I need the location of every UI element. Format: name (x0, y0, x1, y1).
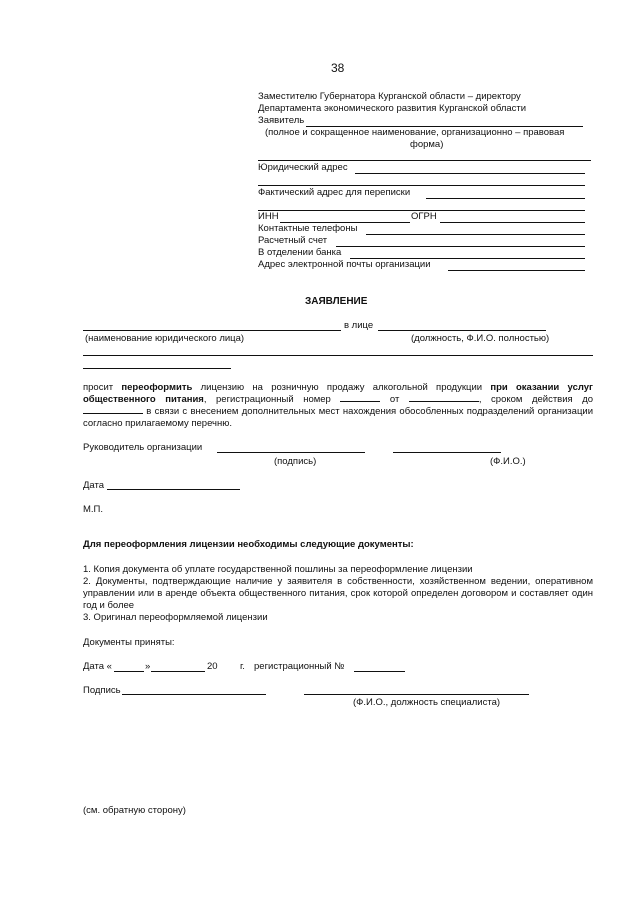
head-fio-field[interactable] (393, 452, 501, 453)
valid-until-field[interactable] (83, 413, 143, 414)
legal-address-field[interactable] (355, 173, 585, 174)
request-catering: при оказании услуг общественного питания (83, 382, 594, 405)
actual-address-field[interactable] (426, 198, 585, 199)
docs-heading: Для переоформления лицензии необходимы следующие документы: (83, 539, 414, 550)
applicant-note-2: форма) (410, 139, 444, 150)
bank-label: В отделении банка (258, 247, 342, 258)
head-label: Руководитель организации (83, 442, 203, 453)
close-quote: » (145, 661, 151, 672)
reg-no-label: регистрационный № (254, 661, 345, 672)
footer-note: (см. обратную сторону) (83, 805, 186, 816)
request-text: , регистрационный номер (203, 394, 331, 405)
accepted-day-field[interactable] (114, 671, 144, 672)
license-date-field[interactable] (409, 401, 479, 402)
legal-address-label: Юридический адрес (258, 162, 348, 173)
applicant-extra-line[interactable] (258, 160, 591, 161)
extra-line-2[interactable] (83, 368, 231, 369)
specialist-signature-field[interactable] (122, 694, 266, 695)
actual-address-label: Фактический адрес для переписки (258, 187, 411, 198)
date-field[interactable] (107, 489, 240, 490)
specialist-caption: (Ф.И.О., должность специалиста) (353, 697, 501, 708)
reg-no-field[interactable] (354, 671, 405, 672)
email-field[interactable] (448, 270, 585, 271)
request-text: просит (83, 382, 114, 393)
phones-label: Контактные телефоны (258, 223, 358, 234)
date-label: Дата (83, 480, 105, 491)
sign-label: Подпись (83, 685, 121, 696)
signature-caption: (подпись) (274, 456, 317, 467)
legal-entity-field[interactable] (83, 330, 341, 331)
accepted-month-field[interactable] (151, 671, 205, 672)
doc-item-1: 1. Копия документа об уплате государственной пошлины за переоформление лицензии (83, 564, 473, 575)
applicant-label: Заявитель (258, 115, 305, 126)
reg-number-field[interactable] (340, 401, 380, 402)
request-paragraph (83, 382, 593, 430)
request-text: в связи с внесением дополнительных мест нахождения обособленных подразделений организации согласно прилагаемому перечню. (83, 406, 593, 429)
account-field[interactable] (336, 246, 585, 247)
phones-field[interactable] (366, 234, 585, 235)
addressee-line-2: Департамента экономического развития Курганской области (258, 103, 527, 114)
stamp-label: М.П. (83, 504, 104, 515)
email-label: Адрес электронной почты организации (258, 259, 431, 270)
inn-label: ИНН (258, 211, 279, 222)
request-text: , сроком действия до (478, 394, 594, 405)
addressee-line-1: Заместителю Губернатора Курганской области – директору (258, 91, 521, 102)
document-title: ЗАЯВЛЕНИЕ (305, 296, 368, 307)
specialist-fio-field[interactable] (304, 694, 529, 695)
year-prefix: 20 (207, 661, 218, 672)
accepted-date-label: Дата « (83, 661, 112, 672)
legal-address-extra-line[interactable] (258, 185, 585, 186)
doc-item-2: 2. Документы, подтверждающие наличие у заявителя в собственности, хозяйственном ведении, оперативном управлении или в аренде объекта общественного питания, срок которой определен договором и составляет один год и более (83, 576, 593, 611)
person-field[interactable] (378, 330, 546, 331)
request-reissue: переоформить (121, 382, 193, 393)
doc-item-3: 3. Оригинал переоформляемой лицензии (83, 612, 268, 623)
extra-line-1[interactable] (83, 355, 593, 356)
head-signature-field[interactable] (217, 452, 365, 453)
fio-caption: (Ф.И.О.) (490, 456, 526, 467)
position-caption: (должность, Ф.И.О. полностью) (411, 333, 550, 344)
year-suffix: г. (240, 661, 245, 672)
ogrn-field[interactable] (440, 222, 585, 223)
ogrn-label: ОГРН (411, 211, 437, 222)
page-number: 38 (331, 61, 345, 75)
applicant-note-1: (полное и сокращенное наименование, организационно – правовая (265, 127, 565, 138)
account-label: Расчетный счет (258, 235, 328, 246)
legal-entity-caption: (наименование юридического лица) (85, 333, 245, 344)
request-text: от (389, 394, 400, 405)
request-text: лицензию на розничную продажу алкогольной продукции (200, 382, 483, 393)
accepted-label: Документы приняты: (83, 637, 175, 648)
in-person-label: в лице (344, 320, 374, 331)
